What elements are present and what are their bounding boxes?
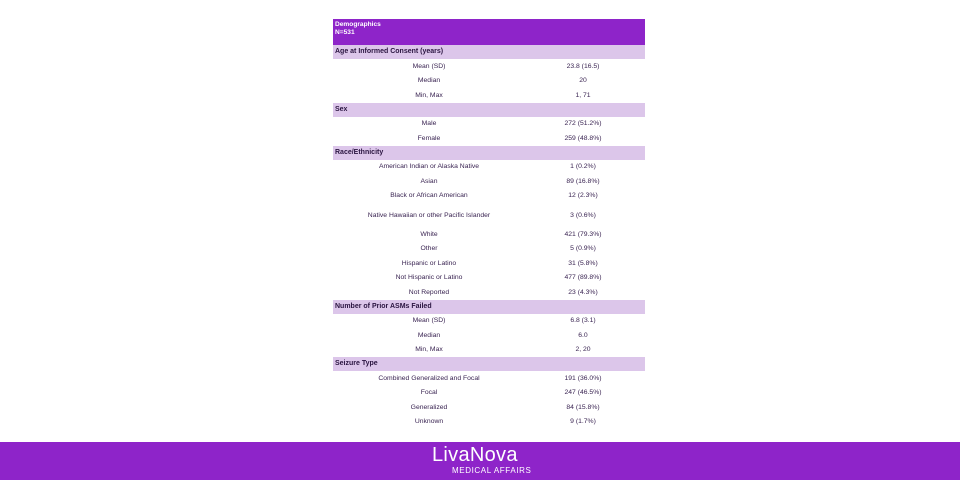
row-value: 191 (36.0%) [564, 374, 602, 382]
row-value: 5 (0.9%) [570, 245, 596, 253]
row-label: Min, Max [415, 346, 443, 354]
row-label: Other [420, 245, 438, 253]
section-header: Seizure Type [333, 357, 645, 371]
row-label: Unknown [414, 418, 444, 426]
table-title: Demographics [335, 21, 381, 28]
brand-name: LivaNova [432, 444, 518, 466]
table-row [333, 74, 645, 89]
row-label: Mean (SD) [412, 62, 446, 70]
row-label: Not Reported [408, 288, 450, 296]
table-row [333, 88, 645, 103]
row-label: American Indian or Alaska Native [378, 163, 480, 171]
row-label: Focal [420, 389, 438, 397]
table-row [333, 386, 645, 401]
row-label: Median [417, 77, 441, 85]
table-row [333, 314, 645, 329]
row-value: 12 (2.3%) [568, 192, 598, 200]
table-row [333, 227, 645, 242]
row-value: 477 (89.8%) [564, 274, 602, 282]
row-label: Black or African American [390, 192, 468, 200]
row-value: 2, 20 [575, 346, 591, 354]
row-value: 89 (16.8%) [566, 177, 600, 185]
footer-bar [0, 442, 960, 480]
table-row [333, 131, 645, 146]
table-row [333, 242, 645, 257]
row-label: Median [417, 331, 441, 339]
table-row [333, 285, 645, 300]
row-value: 23 (4.3%) [568, 288, 598, 296]
table-row [333, 203, 645, 227]
row-label: Female [417, 134, 441, 142]
sample-size: N=531 [335, 28, 355, 36]
row-value: 247 (46.5%) [564, 389, 602, 397]
section-header: Race/Ethnicity [333, 146, 645, 160]
row-label: Min, Max [415, 91, 443, 99]
livanova-logo [432, 445, 542, 475]
table-row [333, 271, 645, 286]
row-label: Mean (SD) [412, 317, 446, 325]
brand-subtitle: MEDICAL AFFAIRS [452, 466, 532, 475]
table-row [333, 117, 645, 132]
table-row [333, 160, 645, 175]
table-row [333, 343, 645, 358]
table-header [333, 19, 645, 45]
row-value: 272 (51.2%) [564, 120, 602, 128]
row-value: 421 (79.3%) [564, 230, 602, 238]
row-value: 259 (48.8%) [564, 134, 602, 142]
table-row [333, 371, 645, 386]
row-value: 1 (0.2%) [570, 163, 596, 171]
table-row [333, 189, 645, 204]
row-label: Hispanic or Latino [401, 259, 457, 267]
table-row [333, 328, 645, 343]
section-header: Sex [333, 103, 645, 117]
row-value: 6.0 [578, 331, 588, 339]
row-label: Male [421, 120, 437, 128]
row-value: 20 [579, 77, 587, 85]
row-value: 31 (5.8%) [568, 259, 598, 267]
row-value: 23.8 (16.5) [566, 62, 600, 70]
section-header: Age at Informed Consent (years) [333, 45, 645, 59]
row-value: 84 (15.8%) [566, 403, 600, 411]
row-label: White [420, 230, 438, 238]
row-value: 3 (0.6%) [570, 211, 596, 219]
row-value: 9 (1.7%) [570, 418, 596, 426]
row-label: Combined Generalized and Focal [378, 374, 480, 382]
table-row [333, 59, 645, 74]
table-row [333, 174, 645, 189]
table-row [333, 415, 645, 430]
demographics-table [333, 19, 645, 429]
row-label: Not Hispanic or Latino [395, 274, 463, 282]
row-value: 6.8 (3.1) [570, 317, 596, 325]
row-label: Generalized [410, 403, 448, 411]
table-body [333, 45, 645, 429]
section-header: Number of Prior ASMs Failed [333, 300, 645, 314]
table-row [333, 400, 645, 415]
row-label: Native Hawaiian or other Pacific Islander [367, 211, 491, 219]
row-label: Asian [420, 177, 438, 185]
table-row [333, 256, 645, 271]
row-value: 1, 71 [575, 91, 591, 99]
